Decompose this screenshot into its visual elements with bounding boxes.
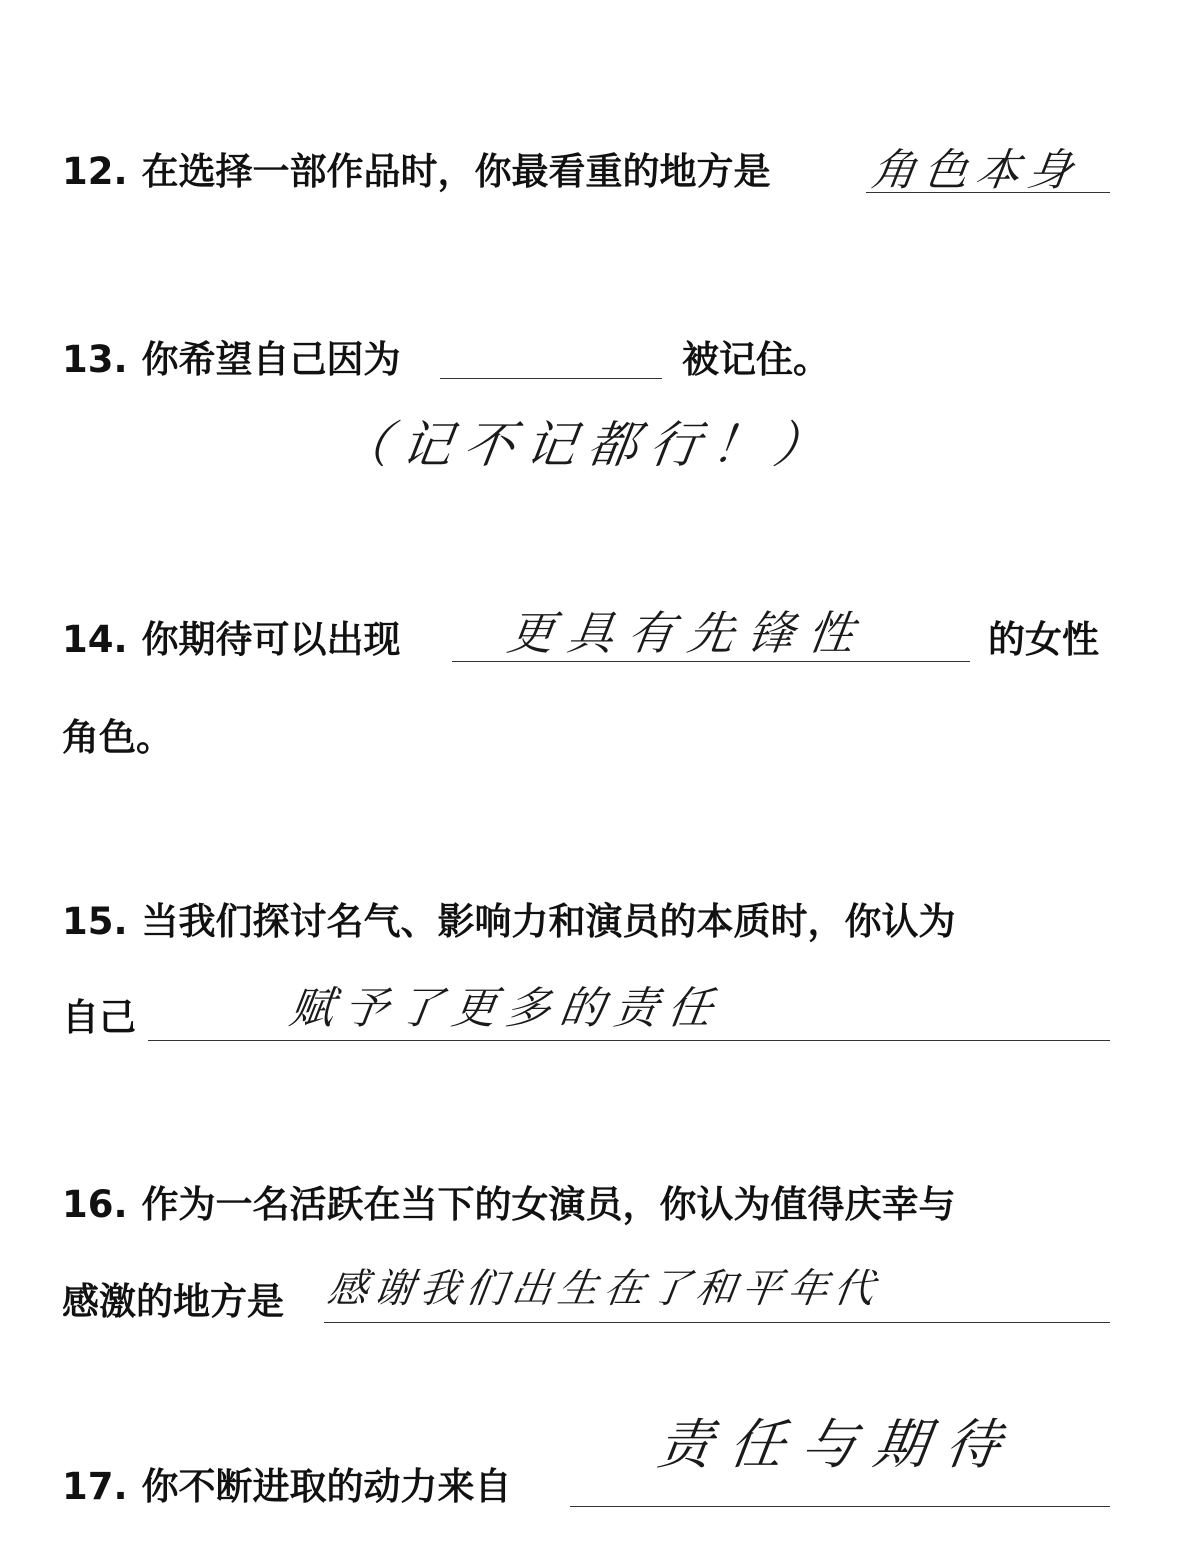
question-text-line2: 感激的地方是 xyxy=(62,1280,284,1323)
question-12 xyxy=(62,150,771,194)
question-text: 作为一名活跃在当下的女演员，你认为值得庆幸与 xyxy=(141,1183,956,1226)
handwritten-answer: （记不记都行！） xyxy=(335,416,841,474)
question-text: 你不断进取的动力来自 xyxy=(141,1465,512,1508)
answer-line xyxy=(570,1506,1110,1507)
handwritten-answer: 更具有先锋性 xyxy=(504,606,872,660)
question-text-before: 你期待可以出现 xyxy=(141,618,401,661)
answer-line xyxy=(452,661,970,662)
handwritten-answer: 角色本身 xyxy=(868,145,1084,196)
question-number: 16. xyxy=(62,1183,128,1226)
handwritten-answer: 责任与期待 xyxy=(653,1413,1023,1476)
question-number: 12. xyxy=(62,150,128,193)
question-number: 14. xyxy=(62,618,128,661)
handwritten-answer: 赋予了更多的责任 xyxy=(286,983,726,1034)
question-text-before: 你希望自己因为 xyxy=(141,338,401,381)
question-15 xyxy=(62,900,956,944)
question-number: 15. xyxy=(62,900,128,943)
question-16 xyxy=(62,1183,956,1227)
question-text-after: 的女性 xyxy=(988,618,1099,661)
question-13 xyxy=(62,338,401,382)
question-number: 17. xyxy=(62,1465,128,1508)
question-text-after: 被记住。 xyxy=(682,338,830,381)
question-text-line2: 自己 xyxy=(62,996,136,1039)
question-text: 当我们探讨名气、影响力和演员的本质时，你认为 xyxy=(141,900,956,943)
question-17 xyxy=(62,1465,512,1509)
answer-line xyxy=(440,378,662,379)
question-14 xyxy=(62,618,401,662)
question-text-line2: 角色。 xyxy=(62,716,173,759)
answer-line xyxy=(324,1322,1110,1323)
question-text: 在选择一部作品时，你最看重的地方是 xyxy=(141,150,771,193)
handwritten-answer: 感谢我们出生在了和平年代 xyxy=(324,1266,884,1312)
question-number: 13. xyxy=(62,338,128,381)
answer-line xyxy=(148,1040,1110,1041)
